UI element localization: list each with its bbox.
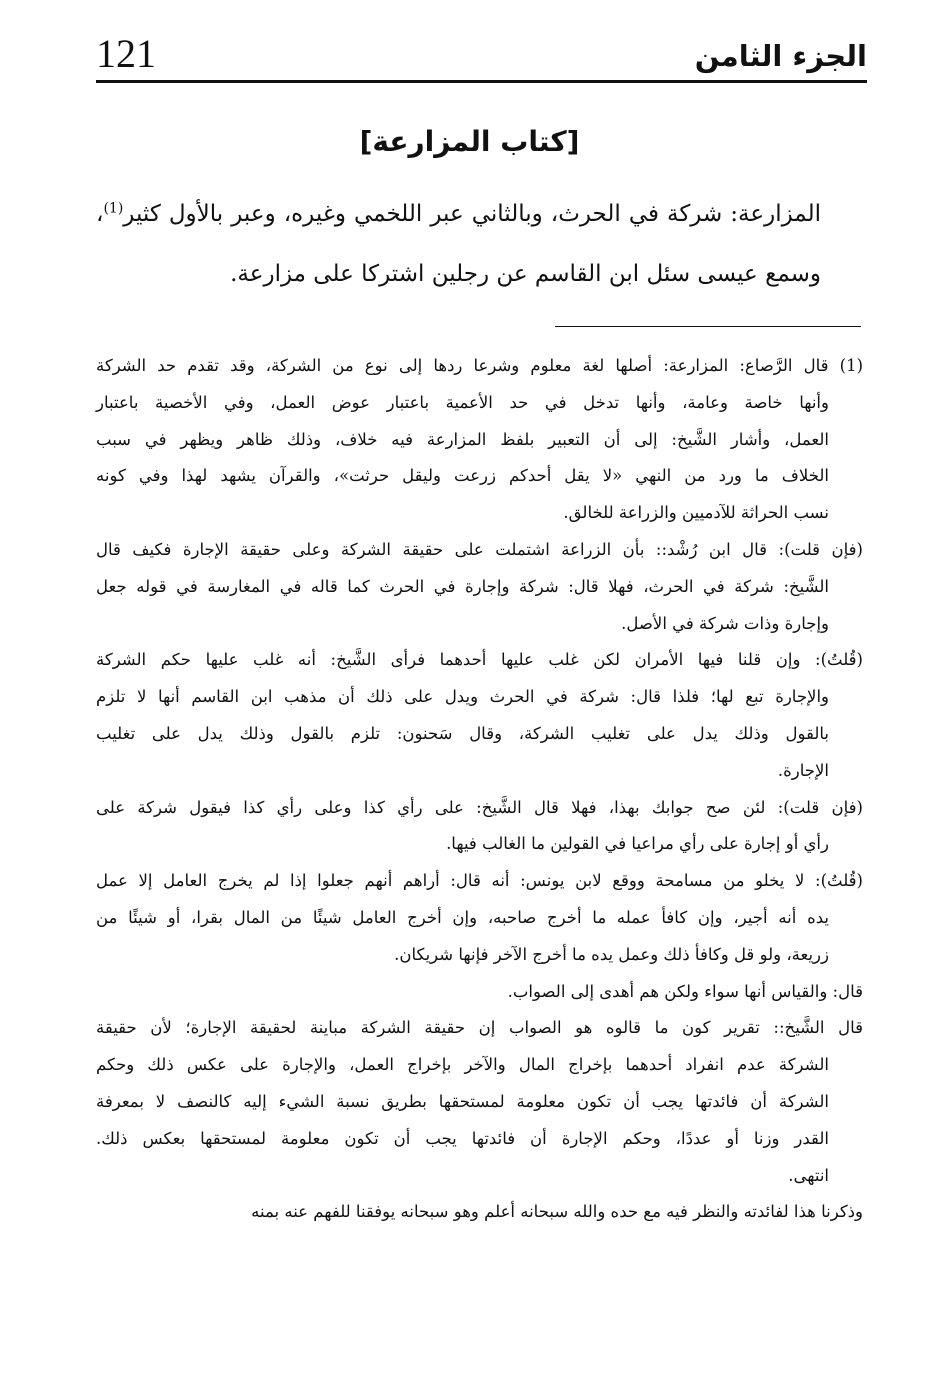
footnote-sheikh-comment [96,1010,863,1194]
footnote-line: وإجارة وذات شركة في الأصل. [621,613,829,633]
footnote-1 [96,348,863,532]
page-header [96,30,867,83]
footnote-line: قال: والقياس أنها سواء ولكن هم أهدى إلى الصواب. [507,981,863,1001]
footnote-line: وأنها خاصة وعامة، وأنها تدخل في حد الأعمية باعتبار عوض العمل، وفي الأخصية باعتبار [96,392,829,412]
footnote-line: قال الشَّيخ:: تقرير كون ما قالوه هو الصواب إن حقيقة الشركة مباينة لحقيقة الإجارة؛ لأن حقيقة [96,1018,863,1038]
main-line-1-tail: ، [96,201,104,227]
footnote-line: (قُلتُ): لا يخلو من مسامحة ووقع لابن يونس: أنه قال: أراهم أنهم جعلوا إذا لم يخرج العامل إلا عمل [96,871,863,891]
footnote-line: يده أنه أجير، وإن كافأ عمله ما أخرج صاحبه، وإن أخرج العامل شيئًا من المال بقرا، أو شيئًا من [96,907,829,927]
footnote-line: الشَّيخ: شركة في الحرث، فهلا قال: شركة وإجارة في الحرث كما قاله في المغارسة في قوله جعل [96,576,829,596]
footnote-separator [555,326,861,327]
footnote-question-2 [96,790,863,864]
footnote-answer-2 [96,863,863,973]
footnote-answer-1 [96,642,863,789]
footnote-line: نسب الحراثة للآدميين والزراعة للخالق. [563,503,829,523]
footnote-line: (فإن قلت): لئن صح جوابك بهذا، فهلا قال الشَّيخ: على رأي كذا وعلى رأي كذا فيقول شركة على [96,797,863,817]
footnote-line: زريعة، ولو قل وكافأ ذلك وعمل يده ما أخرج الآخر فإنها شريكان. [394,944,829,964]
main-paragraph [96,184,821,304]
footnote-line: بالقول وذلك يدل على تغليب الشركة، وقال سَحنون: تلزم بالقول وذلك يدل على تغليب [96,723,829,743]
page-number: 121 [96,31,156,76]
main-line-1-text: المزارعة: شركة في الحرث، وبالثاني عبر اللخمي وغيره، وعبر بالأول كثير [123,201,821,227]
footnote-line: (قُلتُ): وإن قلنا فيها الأمران لكن غلب عليها أحدهما فرأى الشَّيخ: أنه غلب عليها حكم الشركة [96,650,863,670]
footnote-line: (1) قال الرَّصاع: المزارعة: أصلها لغة معلوم وشرعا ردها إلى نوع من الشركة، وقد تقدم حد الشركة [96,356,863,375]
main-line-1 [96,184,821,244]
footnote-line: الشركة عدم انفراد أحدهما بإخراج المال والآخر بإخراج العمل، والإجارة على عكس ذلك وحكم [96,1055,829,1075]
footnote-line: (فإن قلت): قال ابن رُشْد:: بأن الزراعة اشتملت على حقيقة الشركة وعلى حقيقة الإجارة فكيف قال [96,539,863,559]
part-title: الجزء الثامن [694,39,867,73]
chapter-title: [كتاب المزارعة] [359,125,580,158]
footnote-line: وذكرنا هذا لفائدته والنظر فيه مع حده والله سبحانه أعلم وهو سبحانه يوفقنا للفهم عنه بمنه [251,1202,863,1222]
footnote-line: الإجارة. [777,760,829,780]
footnote-statement [96,974,863,1011]
footnote-line: رأي أو إجارة على رأي مراعيا في القولين ما الغالب فيها. [446,834,829,854]
footnote-line: الخلاف ما ورد من النهي «لا يقل أحدكم زرعت وليقل حرثت»، والقرآن يشهد لهذا وفي كونه [96,466,829,486]
footnote-line: القدر وزنا أو عددًا، وحكم الإجارة أن فائدتها يجب أن تكون معلومة لمستحقها بعكس ذلك. [96,1128,829,1148]
footnote-marker: (1) [103,200,124,217]
footnote-line: الشركة أن فائدتها يجب أن تكون معلومة لمستحقها بطريق نسبة الشيء إليه كالنصف لا بمعرفة [96,1091,829,1111]
footnote-line: العمل، وأشار الشَّيخ: إلى أن التعبير بلفظ المزارعة فيه خلاف، وذلك ظاهر ويظهر في سبب [96,429,829,449]
footnote-line: انتهى. [788,1165,829,1185]
main-line-2: وسمع عيسى سئل ابن القاسم عن رجلين اشتركا على مزارعة. [230,261,821,287]
footnote-closing [96,1194,863,1231]
footnotes [96,348,863,1231]
footnote-line: والإجارة تبع لها؛ فلذا قال: شركة في الحرث ويدل على ذلك أن مذهب ابن القاسم أنها لا تلزم [96,687,829,707]
footnote-question-1 [96,532,863,642]
